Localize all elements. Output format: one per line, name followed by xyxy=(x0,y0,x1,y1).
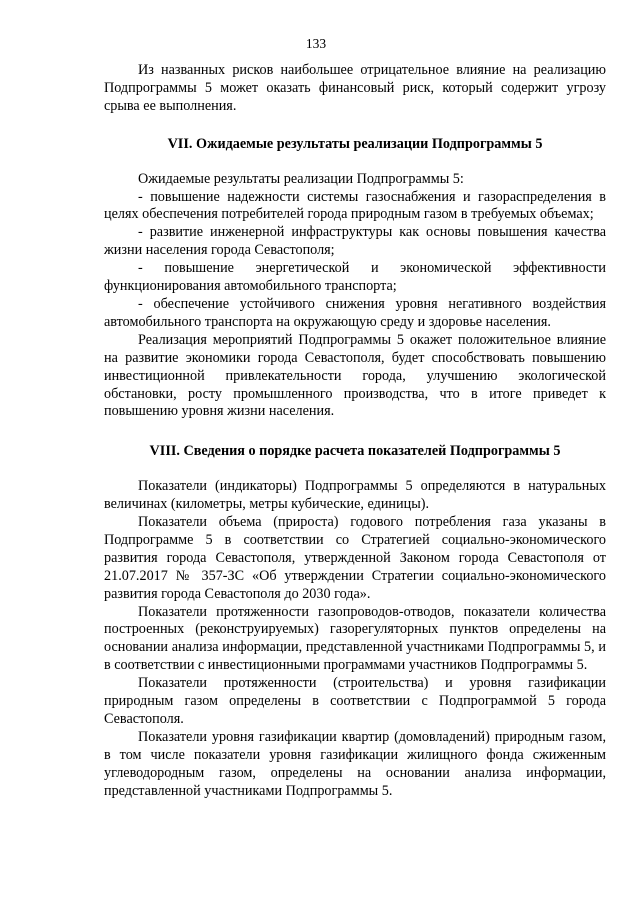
section-8-paragraph: Показатели протяженности газопроводов-отводов, показатели количества построенных (реконструируемых) газорегуляторных пунктов определены на основании анализа информации, представленной участниками Подпрограммы 5, и в соответствии с инвестиционными программами участников Подпрограммы 5. xyxy=(104,603,606,674)
section-7-paragraph: Реализация мероприятий Подпрограммы 5 окажет положительное влияние на развитие экономики города Севастополя, будет способствовать повышению инвестиционной привлекательности города, улучшению экологической обстановки, росту промышленного производства, что в итоге приведет к повышению уровня жизни населения. xyxy=(104,331,606,420)
section-7-paragraph: - развитие инженерной инфраструктуры как основы повышения качества жизни населения города Севастополя; xyxy=(104,224,606,259)
section-8-paragraph: Показатели объема (прироста) годового потребления газа указаны в Подпрограмме 5 в соответствии со Стратегией социально-экономического развития города Севастополя, утвержденной Законом города Севастополя от 21.07.2017 № 357-ЗС «Об утверждении Стратегии социально-экономического развития города Севастополя до 2030 года». xyxy=(104,514,606,602)
section-7-paragraph: Ожидаемые результаты реализации Подпрограммы 5: xyxy=(138,170,464,187)
page-number: 133 xyxy=(305,36,327,51)
section-7-paragraph: - обеспечение устойчивого снижения уровня негативного воздействия автомобильного транспорта на окружающую среду и здоровье населения. xyxy=(104,295,606,330)
section-8-paragraph: Показатели уровня газификации квартир (домовладений) природным газом, в том числе показатели уровня газификации жилищного фонда сжиженным углеводородным газом, определены на основании анализа информации, представленной участниками Подпрограммы 5. xyxy=(104,728,606,799)
intro-paragraph: Из названных рисков наибольшее отрицательное влияние на реализацию Подпрограммы 5 может оказать финансовый риск, который содержит угрозу срыва ее выполнения. xyxy=(104,62,606,114)
section-8-paragraph: Показатели протяженности (строительства) и уровня газификации природным газом определены в соответствии с Подпрограммой 5 города Севастополя. xyxy=(104,675,606,727)
section-7-paragraph: - повышение энергетической и экономической эффективности функционирования автомобильного транспорта; xyxy=(104,260,606,295)
section-8-paragraph: Показатели (индикаторы) Подпрограммы 5 определяются в натуральных величинах (километры, метры кубические, единицы). xyxy=(104,478,606,513)
document-page xyxy=(104,0,606,801)
section-7-paragraph: - повышение надежности системы газоснабжения и газораспределения в целях обеспечения потребителей города природным газом в требуемых объемах; xyxy=(104,188,606,223)
section-8-heading: VIII. Сведения о порядке расчета показателей Подпрограммы 5 xyxy=(149,443,561,460)
section-7-heading: VII. Ожидаемые результаты реализации Подпрограммы 5 xyxy=(167,135,543,152)
